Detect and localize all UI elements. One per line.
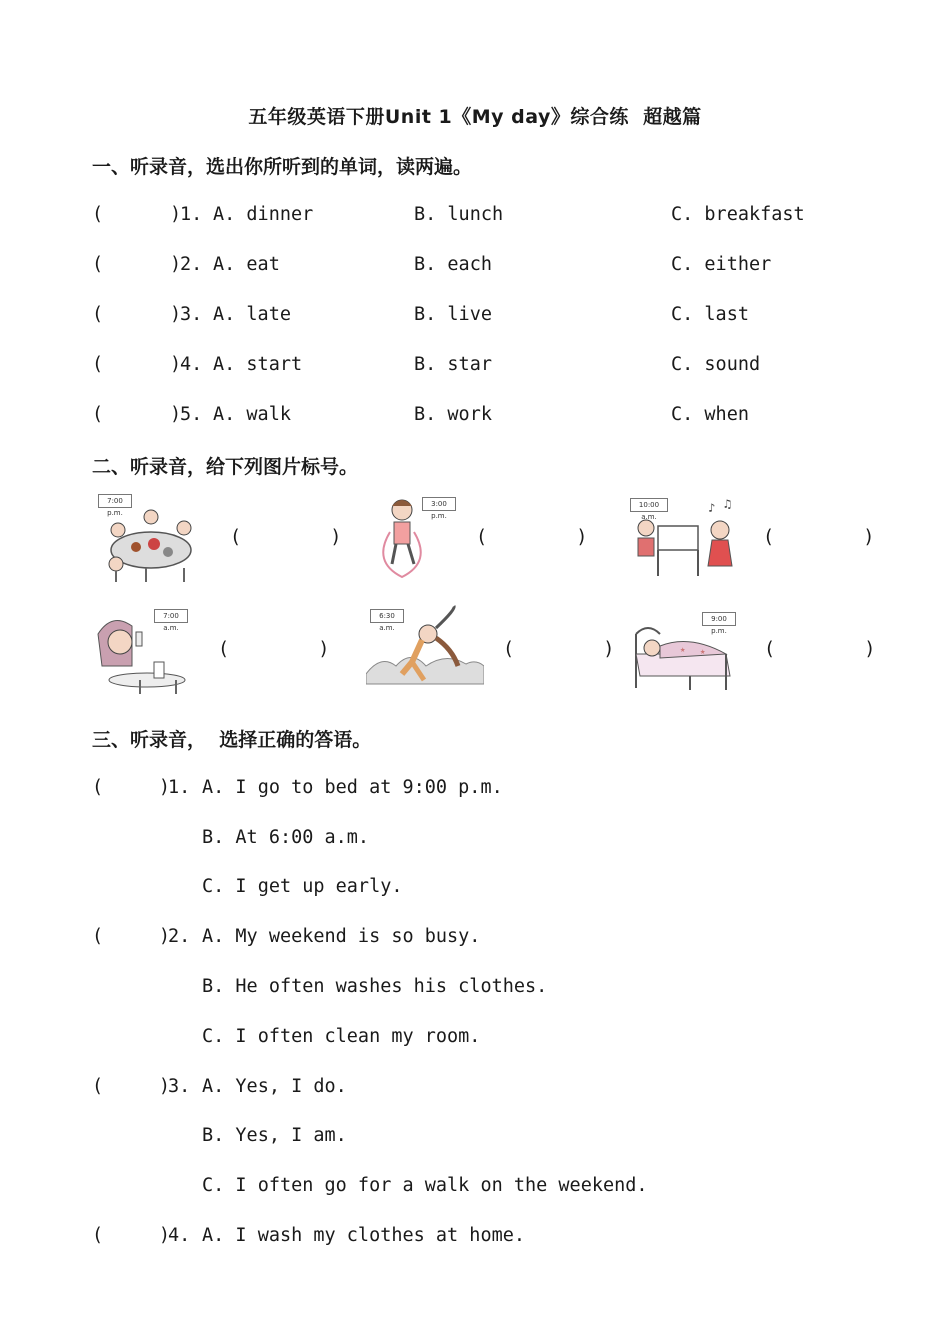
question-number: 3. xyxy=(168,1076,191,1097)
answer-blank[interactable]: ( ) xyxy=(92,204,182,225)
option-b: B. work xyxy=(414,404,492,425)
picture-piano-singing xyxy=(628,496,746,584)
question-number: 1. xyxy=(168,777,191,798)
option-a: A. dinner xyxy=(213,204,314,225)
svg-text:♫: ♫ xyxy=(724,497,732,511)
item-number: 1. xyxy=(180,204,203,225)
option-b: B. At 6:00 a.m. xyxy=(202,827,370,848)
option-a: A. start xyxy=(213,354,303,375)
question-number: 2. xyxy=(168,926,191,947)
time-label: 3:00 p.m. xyxy=(422,497,456,511)
option-c: C. sound xyxy=(671,354,761,375)
option-c: C. I often go for a walk on the weekend. xyxy=(202,1175,648,1196)
answer-blank[interactable]: ( ) xyxy=(92,1225,170,1246)
item-number: 5. xyxy=(180,404,203,425)
option-b: B. star xyxy=(414,354,492,375)
answer-blank[interactable]: ( ) xyxy=(92,304,182,325)
option-c: C. either xyxy=(671,254,772,275)
option-c: C. I get up early. xyxy=(202,876,403,897)
answer-blank[interactable]: ( ) xyxy=(218,639,330,660)
page-title: 五年级英语下册Unit 1《My day》综合练 超越篇 xyxy=(248,106,702,128)
option-a: A. Yes, I do. xyxy=(202,1076,347,1097)
section1-heading: 一、听录音，选出你所听到的单词，读两遍。 xyxy=(92,156,473,178)
item-number: 3. xyxy=(180,304,203,325)
item-number: 2. xyxy=(180,254,203,275)
option-b: B. live xyxy=(414,304,492,325)
picture-family-dinner xyxy=(96,492,206,584)
option-c: C. I often clean my room. xyxy=(202,1026,481,1047)
time-label: 9:00 p.m. xyxy=(702,612,736,626)
option-b: B. each xyxy=(414,254,492,275)
option-a: A. late xyxy=(213,304,291,325)
option-c: C. breakfast xyxy=(671,204,805,225)
answer-blank[interactable]: ( ) xyxy=(476,527,588,548)
option-b: B. Yes, I am. xyxy=(202,1125,347,1146)
answer-blank[interactable]: ( ) xyxy=(92,926,170,947)
option-a: A. I go to bed at 9:00 p.m. xyxy=(202,777,503,798)
time-label: 10:00 a.m. xyxy=(630,498,668,512)
svg-text:♪: ♪ xyxy=(708,501,716,515)
answer-blank[interactable]: ( ) xyxy=(92,404,182,425)
answer-blank[interactable]: ( ) xyxy=(92,354,182,375)
answer-blank[interactable]: ( ) xyxy=(503,639,615,660)
svg-text:★: ★ xyxy=(700,647,706,657)
picture-jump-rope xyxy=(362,492,460,584)
option-a: A. I wash my clothes at home. xyxy=(202,1225,526,1246)
picture-breakfast xyxy=(92,604,192,696)
answer-blank[interactable]: ( ) xyxy=(763,527,875,548)
answer-blank[interactable]: ( ) xyxy=(230,527,342,548)
section3-heading: 三、听录音， 选择正确的答语。 xyxy=(92,729,372,751)
answer-blank[interactable]: ( ) xyxy=(92,1076,170,1097)
answer-blank[interactable]: ( ) xyxy=(764,639,876,660)
svg-text:★: ★ xyxy=(680,645,686,655)
time-label: 7:00 p.m. xyxy=(98,494,132,508)
picture-exercise xyxy=(366,604,484,696)
section2-heading: 二、听录音，给下列图片标号。 xyxy=(92,456,359,478)
picture-sleeping xyxy=(630,606,740,696)
option-b: B. He often washes his clothes. xyxy=(202,976,548,997)
time-label: 7:00 a.m. xyxy=(154,609,188,623)
option-c: C. last xyxy=(671,304,749,325)
time-label: 6:30 a.m. xyxy=(370,609,404,623)
option-c: C. when xyxy=(671,404,749,425)
option-a: A. walk xyxy=(213,404,291,425)
item-number: 4. xyxy=(180,354,203,375)
option-a: A. My weekend is so busy. xyxy=(202,926,481,947)
answer-blank[interactable]: ( ) xyxy=(92,777,170,798)
option-b: B. lunch xyxy=(414,204,504,225)
question-number: 4. xyxy=(168,1225,191,1246)
option-a: A. eat xyxy=(213,254,280,275)
answer-blank[interactable]: ( ) xyxy=(92,254,182,275)
